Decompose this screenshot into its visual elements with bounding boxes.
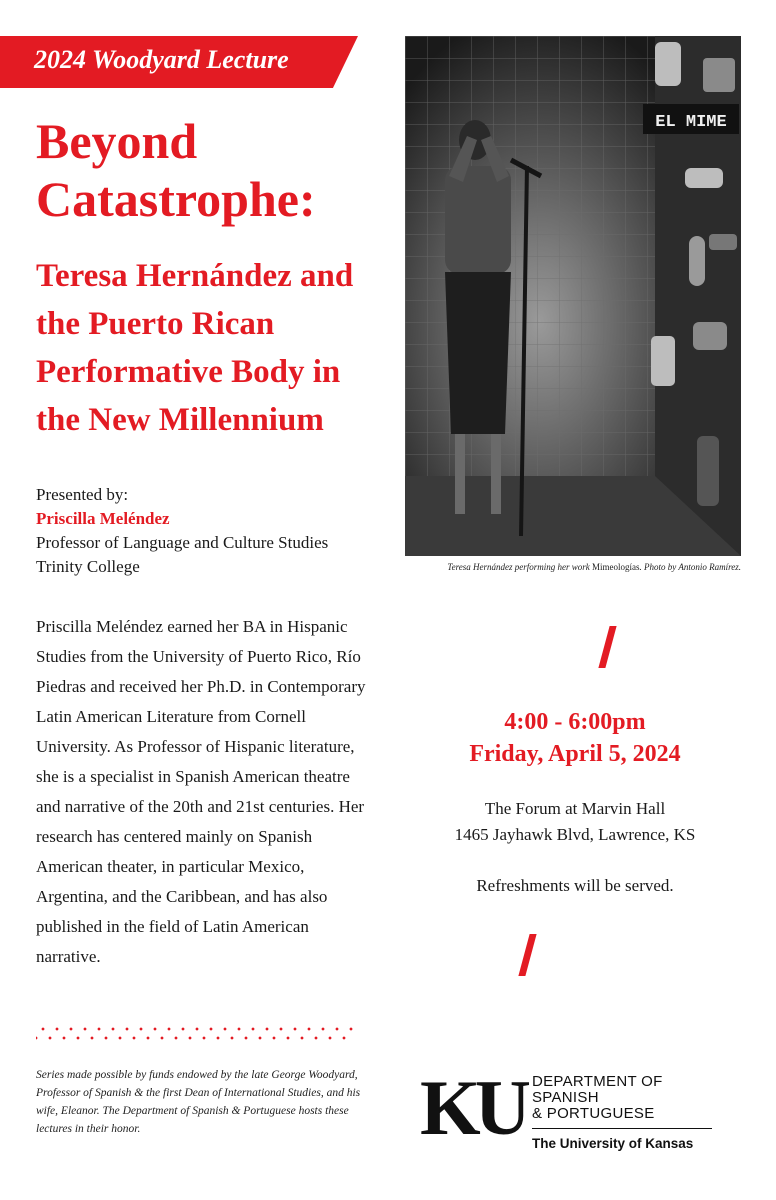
ku-logo-mark: KU (420, 1064, 525, 1151)
ku-department-logo (420, 1064, 720, 1160)
event-location (410, 796, 740, 848)
event-address: 1465 Jayhawk Blvd, Lawrence, KS (454, 825, 696, 844)
dotted-divider (36, 1035, 356, 1041)
event-time: 4:00 - 6:00pm (504, 709, 646, 735)
presenter-block (36, 483, 386, 579)
lecture-subtitle: Teresa Hernández and the Puerto Rican Performative Body in the New Millennium (36, 258, 354, 438)
caption-credit: . Photo by Antonio Ramírez. (639, 562, 741, 572)
sign-text: EL MIME (655, 113, 727, 132)
red-slash-divider (598, 626, 616, 668)
presenter-bio: Priscilla Meléndez earned her BA in Hispanic Studies from the University of Puerto Rico, Río Piedras and received her Ph.D. in Contemporary Latin American Literature from Cornell University. As Professor of Hispanic literature, she is a specialist in Spanish American theatre and narrative of the 20th and 21st centuries. Her research has centered mainly on Spanish American theater, in particular Mexico, Argentina, and the Caribbean, and has also published in the field of Latin American narrative. (36, 617, 366, 966)
caption-prefix: Teresa Hernández performing her work (447, 562, 592, 572)
red-slash-divider (518, 934, 536, 976)
series-footnote: Series made possible by funds endowed by the late George Woodyard, Professor of Spanish & the first Dean of International Studies, and his wife, Eleanor. The Department of Spanish & Portuguese hosts these lectures in their honor. (36, 1069, 361, 1135)
department-line-3: & PORTUGUESE (532, 1105, 655, 1122)
event-venue: The Forum at Marvin Hall (484, 799, 666, 818)
logo-rule (532, 1128, 712, 1129)
lecture-title: Beyond Catastrophe: (36, 113, 316, 227)
presenter-label: Presented by: (36, 485, 129, 504)
performance-photo (405, 36, 741, 556)
presenter-institution: Trinity College (36, 557, 140, 576)
university-name: The University of Kansas (532, 1136, 694, 1151)
photo-caption (405, 562, 741, 572)
department-name (532, 1074, 663, 1122)
department-line-1: DEPARTMENT OF (532, 1073, 663, 1090)
department-line-2: SPANISH (532, 1089, 599, 1106)
performance-photo-illustration (405, 36, 741, 556)
event-date: Friday, April 5, 2024 (469, 741, 681, 767)
dotted-divider (36, 1026, 356, 1032)
presenter-role: Professor of Language and Culture Studies (36, 533, 329, 552)
presenter-name: Priscilla Meléndez (36, 509, 170, 528)
event-datetime (410, 706, 740, 770)
caption-work: Mimeologías (592, 562, 640, 572)
lecture-banner-text: 2024 Woodyard Lecture (34, 45, 289, 74)
event-refreshments-note: Refreshments will be served. (476, 876, 674, 895)
